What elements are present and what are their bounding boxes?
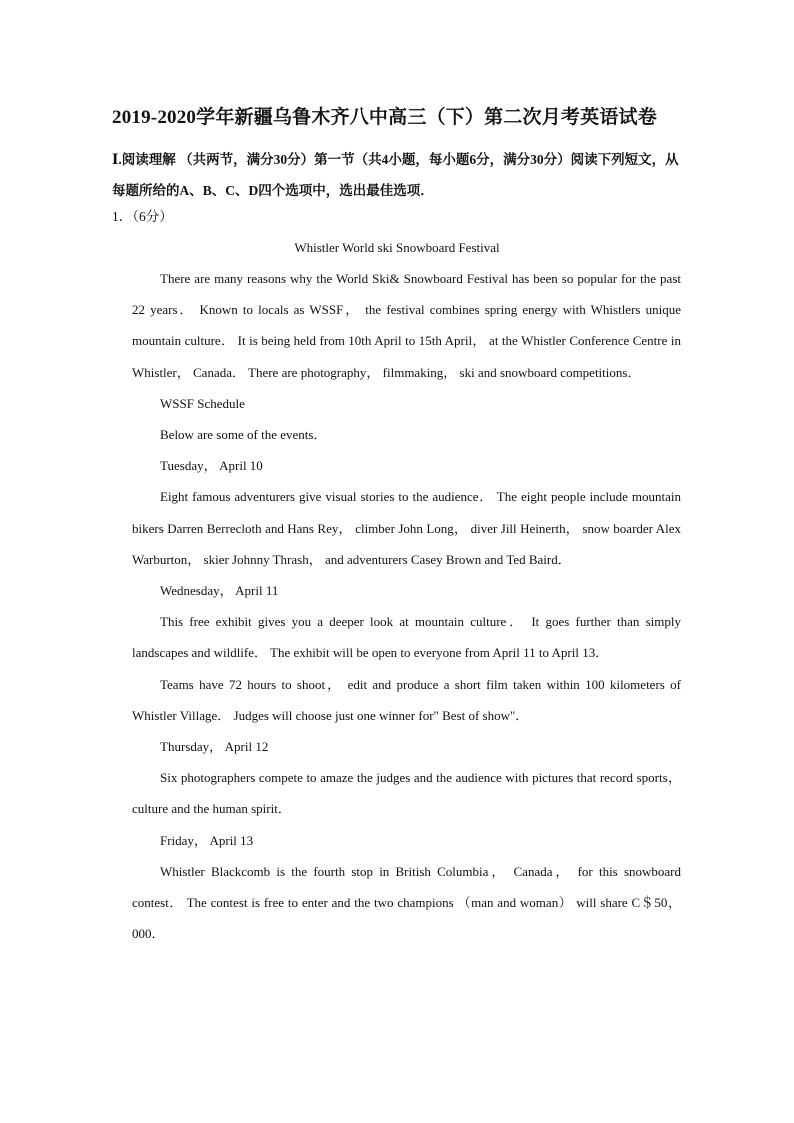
event-date-tuesday: Tuesday， April 10 bbox=[160, 458, 263, 474]
exam-title: 2019-2020学年新疆乌鲁木齐八中高三（下）第二次月考英语试卷 bbox=[112, 107, 657, 128]
passage-title: Whistler World ski Snowboard Festival bbox=[294, 240, 500, 255]
passage-body bbox=[132, 263, 681, 949]
schedule-intro: Below are some of the events． bbox=[160, 427, 327, 443]
event-description-thursday: Six photographers compete to amaze the judges and the audience with pictures that record sports， culture and the human spirit． bbox=[132, 770, 681, 817]
event-date-friday: Friday， April 13 bbox=[160, 832, 254, 848]
event-description-friday: Whistler Blackcomb is the fourth stop in British Columbia， Canada， for this snowboard contest． The contest is free to enter and the two champions （man and woman） will share C＄50， 000． bbox=[132, 863, 681, 942]
question-number: 1．（6分） bbox=[112, 209, 173, 224]
event-description-wednesday-film: Teams have 72 hours to shoot， edit and produce a short film taken within 100 kilometers of Whistler Village． Judges will choose just one winner for" Best of show"． bbox=[132, 676, 681, 723]
section-instruction: Ⅰ.阅读理解 （共两节，满分30分）第一节（共4小题，每小题6分，满分30分）阅读下列短文，从每题所给的A、B、C、D四个选项中，选出最佳选项． bbox=[112, 152, 679, 198]
event-date-thursday: Thursday， April 12 bbox=[160, 739, 269, 755]
schedule-heading: WSSF Schedule bbox=[160, 395, 245, 411]
event-description-wednesday-exhibit: This free exhibit gives you a deeper look at mountain culture． It goes further than simply landscapes and wildlife． The exhibit will be open to everyone from April 11 to April 13． bbox=[132, 614, 681, 661]
event-date-wednesday: Wednesday， April 11 bbox=[160, 583, 279, 599]
event-description-tuesday: Eight famous adventurers give visual stories to the audience． The eight people include mountain bikers Darren Berrecloth and Hans Rey， climber John Long， diver Jill Heinerth， snow boarder Alex Warburton， skier Johnny Thrash， and adventurers Casey Brown and Ted Baird． bbox=[132, 489, 681, 567]
passage-paragraph-intro: There are many reasons why the World Ski& Snowboard Festival has been so popular for the past 22 years． Known to locals as WSSF， the festival combines spring energy with Whistlers unique mountain culture． It is being held from 10th April to 15th April， at the Whistler Conference Centre in Whistler， Canada． There are photography， filmmaking， ski and snowboard competitions． bbox=[132, 271, 681, 380]
